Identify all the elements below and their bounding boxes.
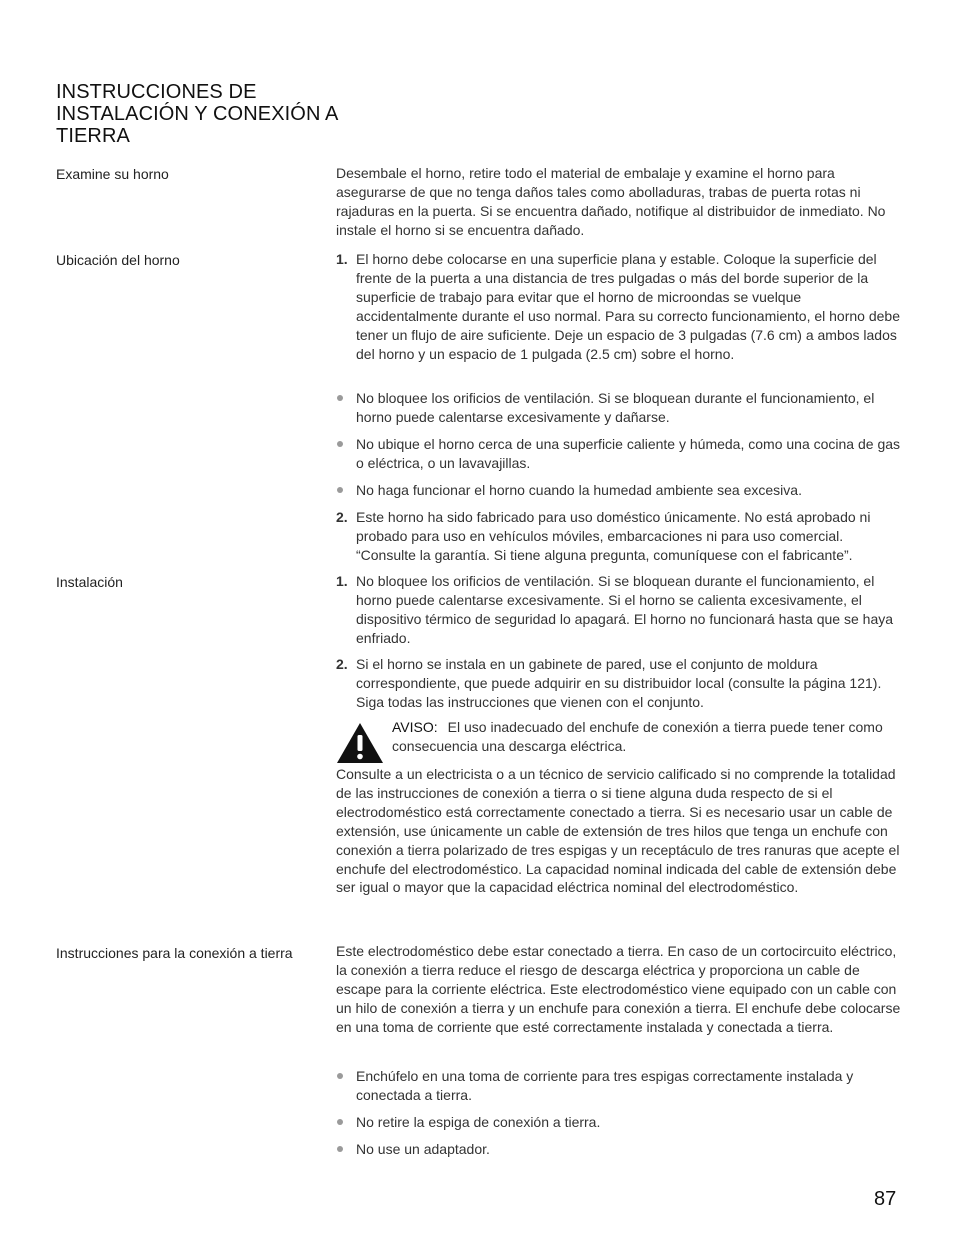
item-text: No bloquee los orificios de ventilación. Si se bloquean durante el funcionamiento, el horno puede calentarse excesivamente. Si el horno se calienta excesivamente, el dispositivo térmico de seguridad lo apagará. El horno no funcionará hasta que se haya enfriado.: [356, 573, 894, 646]
bullet-icon: [337, 441, 343, 447]
instalacion-paragraph: Consulte a un electricista o a un técnico de servicio calificado si no comprende la totalidad de las instrucciones de conexión a tierra o si tiene alguna duda respecto de si el electrodoméstico está correctamente conectado a tierra. Si es necesario usar un cable de extensión, use únicamente un cable de extensión de tres hilos que tenga un enchufe con conexión a tierra polarizado de tres espigas y un receptáculo de tres ranuras que acepte el enchufe del electrodoméstico. La capacidad nominal indicada del cable de extensión debe ser igual o mayor que la capacidad eléctrica nominal del electrodoméstico.: [336, 766, 900, 896]
item-number: 2.: [336, 509, 348, 525]
bullet-icon: [337, 487, 343, 493]
page-number: 87: [874, 1188, 897, 1210]
warning-triangle-icon: [336, 722, 384, 764]
ubicacion-bullet-1: [336, 389, 901, 427]
bullet-text: No bloquee los orificios de ventilación. Si se bloquean durante el funcionamiento, el horno puede calentarse excesivamente y dañarse.: [356, 390, 875, 425]
warning-text-block: [392, 718, 897, 756]
item-text: El horno debe colocarse en una superficie plana y estable. Coloque la superficie del frente de la puerta a una distancia de tres pulgadas o más del borde superior de la superficie de trabajo para evitar que el horno de microondas se vuelque accidentalmente durante el uso normal. Para su correcto funcionamiento, el horno debe tener un flujo de aire suficiente. Deje un espacio de 3 pulgadas (7.6 cm) a ambos lados del horno y un espacio de 1 pulgada (2.5 cm) sobre el horno.: [356, 251, 900, 362]
conexion-bullet-1: [336, 1067, 901, 1105]
examine-paragraph: Desembale el horno, retire todo el material de embalaje y examine el horno para asegurarse de que no tenga daños tales como abolladuras, trabas de puerta rotas ni rajaduras en la puerta. Si se encuentra dañado, notifique al distribuidor de inmediato. No instale el horno si se encuentra dañado.: [336, 165, 886, 238]
warning-key: AVISO:: [392, 719, 438, 735]
bullet-icon: [337, 1073, 343, 1079]
warning-text: El uso inadecuado del enchufe de conexión a tierra puede tener como consecuencia una descarga eléctrica.: [392, 719, 883, 754]
instalacion-item-2: [336, 655, 901, 712]
bullet-text: No ubique el horno cerca de una superficie caliente y húmeda, como una cocina de gas o eléctrica, o un lavavajillas.: [356, 436, 901, 471]
item-number: 1.: [336, 573, 348, 589]
conexion-bullet-3: [336, 1140, 901, 1159]
section-label-conexion: Instrucciones para la conexión a tierra: [56, 945, 293, 961]
section-label-ubicacion: Ubicación del horno: [56, 252, 180, 268]
bullet-text: No haga funcionar el horno cuando la humedad ambiente sea excesiva.: [356, 482, 802, 498]
bullet-icon: [337, 1146, 343, 1152]
instalacion-item-1: [336, 572, 901, 648]
item-text: Este horno ha sido fabricado para uso doméstico únicamente. No está aprobado ni probado para uso en vehículos móviles, embarcaciones ni para uso comercial. “Consulte la garantía. Si tiene alguna pregunta, comuníquese con el fabricante”.: [356, 509, 871, 563]
bullet-text: No use un adaptador.: [356, 1141, 490, 1157]
bullet-icon: [337, 395, 343, 401]
ubicacion-bullet-2: [336, 435, 901, 473]
item-number: 1.: [336, 251, 348, 267]
ubicacion-item-2: [336, 508, 901, 565]
item-number: 2.: [336, 656, 348, 672]
item-text: Si el horno se instala en un gabinete de pared, use el conjunto de moldura correspondiente, que puede adquirir en su distribuidor local (consulte la página 121). Siga todas las instrucciones que vienen con el conjunto.: [356, 656, 882, 710]
section-label-examine: Examine su horno: [56, 166, 169, 182]
bullet-text: Enchúfelo en una toma de corriente para tres espigas correctamente instalada y conectada a tierra.: [356, 1068, 854, 1103]
page-title: INSTRUCCIONES DE INSTALACIÓN Y CONEXIÓN A TIERRA: [56, 81, 338, 147]
warning-notice: [336, 718, 901, 766]
ubicacion-item-1: [336, 250, 901, 363]
conexion-bullet-2: [336, 1113, 901, 1132]
conexion-paragraph: Este electrodoméstico debe estar conectado a tierra. En caso de un cortocircuito eléctrico, la conexión a tierra reduce el riesgo de descarga eléctrica y proporciona un cable de escape para la corriente eléctrica. Este electrodoméstico viene equipado con un cable con un hilo de conexión a tierra y un enchufe para conexión a tierra. El enchufe debe colocarse en una toma de corriente que esté correctamente instalada y conectada a tierra.: [336, 943, 901, 1035]
bullet-text: No retire la espiga de conexión a tierra.: [356, 1114, 601, 1130]
bullet-icon: [337, 1119, 343, 1125]
ubicacion-bullet-3: [336, 481, 901, 500]
section-label-instalacion: Instalación: [56, 574, 123, 590]
